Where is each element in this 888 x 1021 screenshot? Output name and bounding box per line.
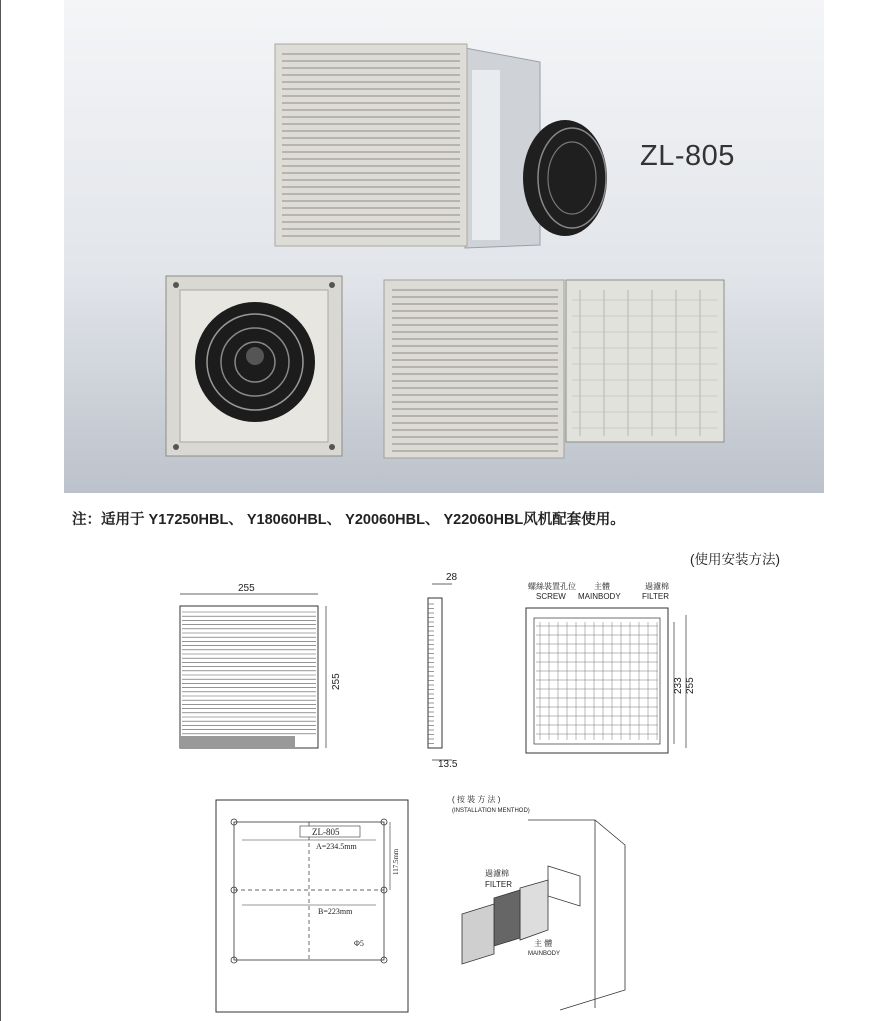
install-filter-cn: 過濾棉 xyxy=(485,869,509,878)
front-height-dim: 255 xyxy=(331,673,342,690)
model-label: ZL-805 xyxy=(640,140,735,172)
install-title-en: (INSTALLATION MENTHOD) xyxy=(452,808,530,814)
filter-label-en: FILTER xyxy=(642,592,669,601)
compatibility-note: 注：适用于 Y17250HBL、 Y18060HBL、 Y20060HBL、 Y22060HBL风机配套使用。 xyxy=(72,512,625,528)
mainbody-label-en: MAINBODY xyxy=(578,592,621,601)
mainbody-label-cn: 主體 xyxy=(594,582,610,591)
front-view-drawing xyxy=(180,594,326,748)
back-inner-dim: 233 xyxy=(673,677,684,694)
install-title-cn: ( 按 裝 方 法 ) xyxy=(452,795,501,804)
cutout-half-dim: 117.5mm xyxy=(392,848,400,875)
cutout-a-dim: A=234.5mm xyxy=(316,842,357,851)
screw-label-cn: 螺絲裝置孔位 xyxy=(528,582,576,591)
side-inner-depth-dim: 13.5 xyxy=(438,759,458,770)
back-view-drawing xyxy=(526,608,686,753)
install-main-cn: 主 體 xyxy=(534,939,553,948)
side-view-drawing xyxy=(428,584,452,760)
filter-label-cn: 過濾棉 xyxy=(645,582,669,591)
install-filter-en: FILTER xyxy=(485,880,512,889)
installation-sketch xyxy=(462,820,625,1010)
usage-title: (使用安装方法) xyxy=(690,552,780,567)
back-outer-dim: 255 xyxy=(685,677,696,694)
side-depth-dim: 28 xyxy=(446,572,458,583)
cutout-model-label: ZL-805 xyxy=(312,827,340,837)
cutout-b-dim: B=223mm xyxy=(318,907,353,916)
screw-label-en: SCREW xyxy=(536,592,566,601)
cutout-hole-dim: Φ5 xyxy=(354,939,364,948)
install-main-en: MAINBODY xyxy=(528,951,561,957)
front-width-dim: 255 xyxy=(238,583,255,594)
